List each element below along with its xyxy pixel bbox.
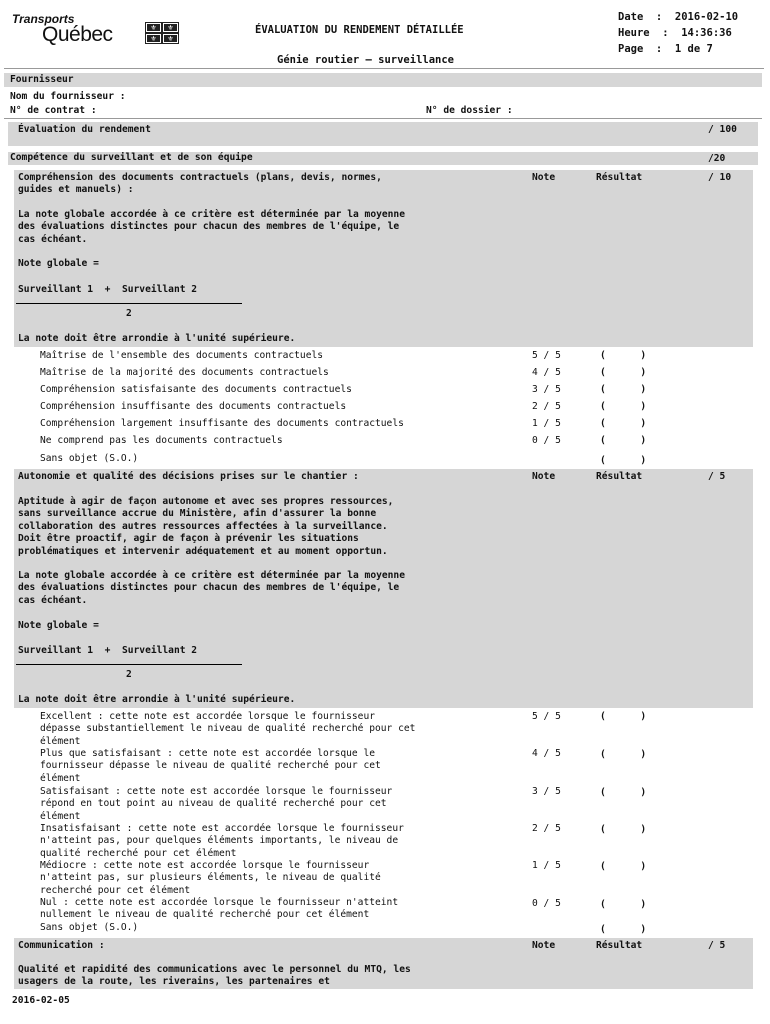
score: 2 / 5 [532,401,561,412]
footer-date: 2016-02-05 [12,995,70,1006]
criterion2-fraction-line [16,664,242,665]
criterion3-title: Communication : [18,940,105,951]
list-item: Satisfaisant : cette note est accordée lorsque le fournisseur répond en tout point au niveau de qualité recherché pour cet élément [40,786,393,822]
result-field[interactable]: ( ) [600,350,647,361]
result-field[interactable]: ( ) [600,861,647,872]
supplier-section-bar [4,73,762,87]
criterion1-description: La note globale accordée à ce critère est déterminée par la moyenne des évaluations distinctes pour chacun des membres de l'équipe, le cas échéant. [18,209,405,245]
list-item: Ne comprend pas les documents contractuels [40,435,283,446]
list-item: Nul : cette note est accordée lorsque le fournisseur n'atteint nullement le niveau de qualité recherché pour cet élément [40,897,399,921]
fleur-de-lis-flag-icon: ⚜ ⚜ ⚜ ⚜ [145,22,179,44]
result-field[interactable]: ( ) [600,384,647,395]
criterion3-note-header: Note [532,940,556,951]
supplier-name-label: Nom du fournisseur : [10,91,126,102]
criterion2-note-header: Note [532,471,556,482]
result-field[interactable]: ( ) [600,711,647,722]
criterion3-total: / 5 [708,940,726,951]
score: 5 / 5 [532,711,561,722]
document-title: ÉVALUATION DU RENDEMENT DÉTAILLÉE [255,24,464,36]
criterion1-rounding-note: La note doit être arrondie à l'unité supérieure. [18,333,296,344]
result-field[interactable]: ( ) [600,824,647,835]
score: 0 / 5 [532,435,561,446]
criterion2-divisor: 2 [126,669,132,680]
logo-line2: Québec [42,23,113,46]
supplier-section-title: Fournisseur [10,74,74,85]
list-item: Compréhension largement insuffisante des documents contractuels [40,418,404,429]
score: 4 / 5 [532,748,561,759]
criterion1-total: / 10 [708,172,732,183]
score: 3 / 5 [532,384,561,395]
result-field[interactable]: ( ) [600,418,647,429]
criterion1-result-header: Résultat [596,172,643,183]
score: 4 / 5 [532,367,561,378]
result-field[interactable]: ( ) [600,401,647,412]
result-field[interactable]: ( ) [600,749,647,760]
list-item: Médiocre : cette note est accordée lorsque le fournisseur n'atteint pas, sur plusieurs éléments, le niveau de qualité recherché pour cet élément [40,860,381,896]
competence-title: Compétence du surveillant et de son équipe [10,152,253,163]
header-divider [4,68,764,69]
date-field: Date : 2016-02-10 [618,11,739,23]
page-field: Page : 1 de 7 [618,43,713,55]
criterion1-note-globale: Note globale = [18,258,99,269]
contract-number-label: N° de contrat : [10,105,97,116]
criterion2-title: Autonomie et qualité des décisions prises sur le chantier : [18,471,359,482]
criterion2-result-header: Résultat [596,471,643,482]
criterion2-description: La note globale accordée à ce critère est déterminée par la moyenne des évaluations distinctes pour chacun des membres de l'équipe, le cas échéant. [18,570,405,606]
criterion2-aptitude: Aptitude à agir de façon autonome et avec ses propres ressources, sans surveillance accrue du Ministère, afin d'assurer la bonne collaboration des autres ressources affectées à la surveillance. Doit être proactif, agir de façon à prévenir les situations problématiques et intervenir adéquatement et au moment opportun. [18,496,394,557]
score: 1 / 5 [532,860,561,871]
result-field[interactable]: ( ) [600,367,647,378]
result-field[interactable]: ( ) [600,787,647,798]
criterion1-fraction-line [16,303,242,304]
score: 0 / 5 [532,898,561,909]
logo-line1: Transports [12,12,75,26]
score: 1 / 5 [532,418,561,429]
criterion1-title: Compréhension des documents contractuels (plans, devis, normes, guides et manuels) : [18,172,382,196]
criterion3-description: Qualité et rapidité des communications avec le personnel du MTQ, les usagers de la route, les riverains, les partenaires et [18,964,411,988]
score: 3 / 5 [532,786,561,797]
list-item: Maîtrise de la majorité des documents contractuels [40,367,329,378]
list-item: Insatisfaisant : cette note est accordée lorsque le fournisseur n'atteint pas, pour quelques éléments importants, le niveau de qualité recherché pour cet élément [40,823,404,859]
result-field[interactable]: ( ) [600,924,647,935]
criterion2-rounding-note: La note doit être arrondie à l'unité supérieure. [18,694,296,705]
competence-total: /20 [708,153,726,164]
result-field[interactable]: ( ) [600,899,647,910]
document-subtitle: Génie routier – surveillance [277,54,455,66]
criterion1-note-header: Note [532,172,556,183]
transports-quebec-logo [10,12,175,52]
criterion3-result-header: Résultat [596,940,643,951]
list-item: Maîtrise de l'ensemble des documents contractuels [40,350,324,361]
score: 2 / 5 [532,823,561,834]
list-item: Sans objet (S.O.) [40,453,139,464]
list-item: Plus que satisfaisant : cette note est accordée lorsque le fournisseur dépasse le niveau de qualité recherché pour cet élément [40,748,381,784]
result-field[interactable]: ( ) [600,435,647,446]
evaluation-title: Évaluation du rendement [18,124,151,135]
result-field[interactable]: ( ) [600,455,647,466]
file-number-label: N° de dossier : [426,105,513,116]
time-field: Heure : 14:36:36 [618,27,732,39]
list-item: Compréhension insuffisante des documents contractuels [40,401,347,412]
criterion1-divisor: 2 [126,308,132,319]
score: 5 / 5 [532,350,561,361]
list-item: Sans objet (S.O.) [40,922,139,933]
list-item: Excellent : cette note est accordée lorsque le fournisseur dépasse substantiellement le niveau de qualité recherché pour cet élément [40,711,416,747]
evaluation-total: / 100 [708,124,737,135]
criterion1-formula: Surveillant 1 + Surveillant 2 [18,284,198,295]
criterion2-note-globale: Note globale = [18,620,99,631]
list-item: Compréhension satisfaisante des documents contractuels [40,384,352,395]
supplier-divider [4,118,762,119]
criterion2-total: / 5 [708,471,726,482]
criterion2-formula: Surveillant 1 + Surveillant 2 [18,645,198,656]
